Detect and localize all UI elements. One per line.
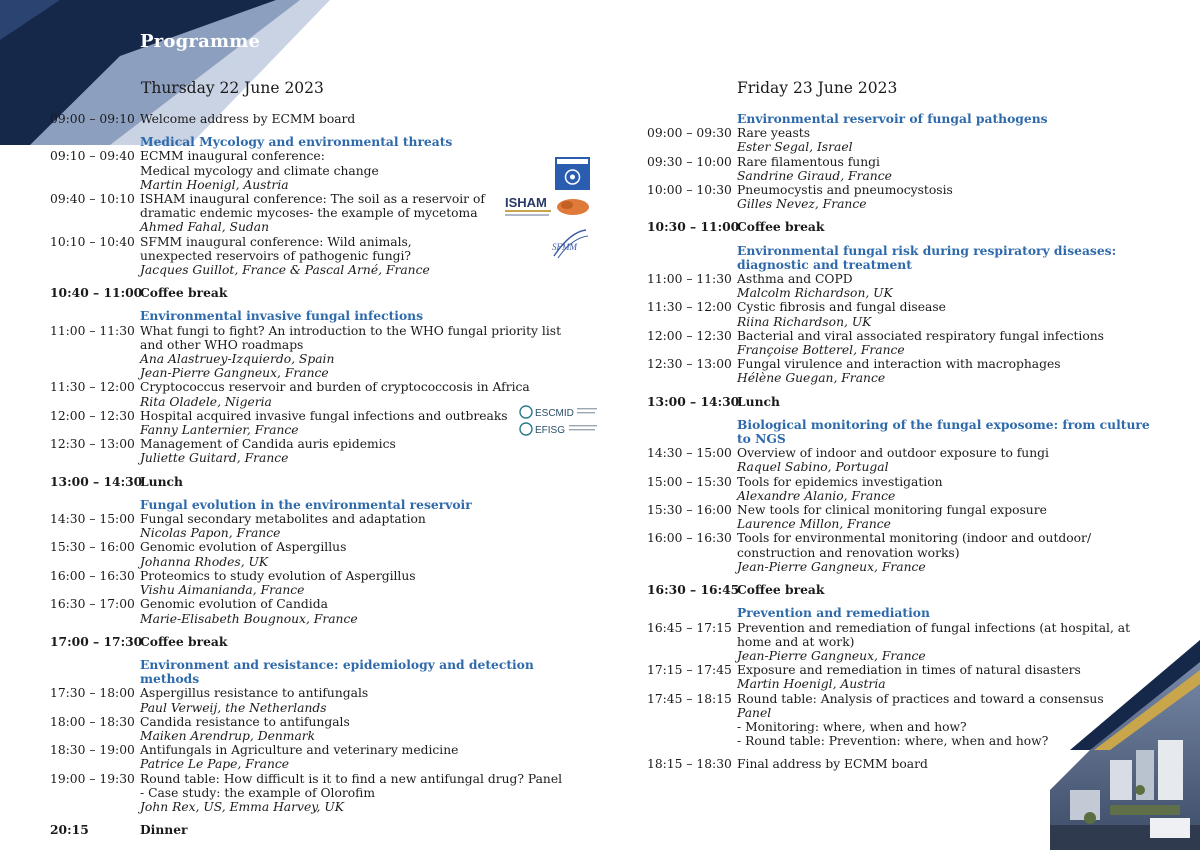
session-title: Rare yeasts (737, 126, 811, 141)
session-title: SFMM inaugural conference: Wild animals, (140, 234, 412, 249)
session-speaker: Juliette Guitard, France (140, 451, 289, 466)
session-title: dramatic endemic mycoses- the example of mycetoma (140, 206, 478, 221)
session-content (737, 300, 1167, 328)
session-content (737, 621, 1167, 664)
session-speaker: Maiken Arendrup, Denmark (140, 728, 316, 743)
session-time: 10:30 – 11:00 (647, 219, 740, 235)
session-speaker: Gilles Nevez, France (737, 197, 867, 212)
session-time: 20:15 (50, 822, 89, 838)
session-title: ECMM inaugural conference: (140, 149, 325, 164)
session-time: 18:00 – 18:30 (50, 714, 135, 729)
session-title: Coffee break (140, 633, 228, 649)
session-speaker: Ester Segal, Israel (737, 140, 853, 155)
break-row (50, 475, 570, 489)
day-title-thursday: Thursday 22 June 2023 (141, 79, 324, 97)
session-row (50, 569, 570, 597)
session-title: Welcome address by ECMM board (140, 112, 356, 126)
session-time: 16:45 – 17:15 (647, 620, 732, 635)
session-title: Proteomics to study evolution of Aspergillus (140, 568, 416, 583)
session-time: 16:30 – 17:00 (50, 597, 135, 612)
break-row (647, 583, 1167, 597)
section-heading: Environmental fungal risk during respiratory diseases: (737, 242, 1117, 258)
session-title: Lunch (737, 393, 780, 409)
session-title: Fungal virulence and interaction with macrophages (737, 357, 1061, 372)
session-content (140, 112, 570, 126)
session-time: 17:45 – 18:15 (647, 691, 732, 706)
session-note: - Round table: Prevention: where, when and how? (737, 734, 1049, 749)
session-speaker: Rita Oladele, Nigeria (140, 394, 272, 409)
section-heading: Biological monitoring of the fungal exposome: from culture to NGS (737, 416, 1150, 447)
session-content (140, 380, 570, 408)
session-speaker: Vishu Aimanianda, France (140, 583, 305, 598)
session-row (50, 597, 570, 625)
session-row (647, 503, 1167, 531)
session-title: Dinner (140, 822, 188, 838)
session-content (737, 446, 1167, 474)
session-row (647, 357, 1167, 385)
session-title: Coffee break (737, 219, 825, 235)
session-content (140, 149, 570, 192)
session-time: 16:30 – 16:45 (647, 582, 740, 598)
session-content (737, 272, 1167, 300)
session-time: 09:10 – 09:40 (50, 149, 135, 164)
section-heading: Fungal evolution in the environmental reservoir (140, 496, 472, 512)
session-speaker: Paul Verweij, the Netherlands (140, 700, 327, 715)
session-speaker: Malcolm Richardson, UK (737, 286, 893, 301)
session-time: 09:00 – 09:30 (647, 126, 732, 141)
session-title: Round table: How difficult is it to find a new antifungal drug? Panel (140, 771, 563, 786)
session-row (50, 715, 570, 743)
session-row (647, 531, 1167, 574)
session-title: Candida resistance to antifungals (140, 714, 350, 729)
session-content (140, 475, 570, 489)
session-row (647, 300, 1167, 328)
session-speaker: Panel (737, 705, 772, 720)
session-row (50, 235, 570, 278)
session-content (140, 540, 570, 568)
session-speaker: Raquel Sabino, Portugal (737, 460, 889, 475)
schedule-friday (647, 112, 1167, 772)
session-content (140, 823, 570, 837)
session-content (737, 395, 1167, 409)
session-time: 17:15 – 17:45 (647, 663, 732, 678)
session-title: - Case study: the example of Olorofim (140, 785, 376, 800)
session-content (737, 583, 1167, 597)
session-title: Coffee break (737, 582, 825, 598)
session-row (50, 686, 570, 714)
session-time: 17:00 – 17:30 (50, 633, 143, 649)
session-row (647, 155, 1167, 183)
session-time: 17:30 – 18:00 (50, 686, 135, 701)
session-content (140, 686, 570, 714)
session-title: ISHAM inaugural conference: The soil as a reservoir of (140, 192, 485, 207)
session-speaker: Martin Hoenigl, Austria (140, 177, 289, 192)
session-title: What fungi to fight? An introduction to the WHO fungal priority list (140, 323, 562, 338)
session-content (140, 324, 570, 381)
session-row (647, 126, 1167, 154)
session-speaker: Marie-Elisabeth Bougnoux, France (140, 611, 358, 626)
session-row (50, 743, 570, 771)
section-heading: Medical Mycology and environmental threats (140, 134, 453, 150)
session-title: Genomic evolution of Candida (140, 597, 328, 612)
session-title: Final address by ECMM board (737, 757, 928, 772)
session-speaker: Jean-Pierre Gangneux, France (737, 559, 926, 574)
session-time: 10:40 – 11:00 (50, 285, 143, 301)
session-content (140, 772, 570, 815)
session-speaker: Martin Hoenigl, Austria (737, 677, 886, 692)
session-time: 13:00 – 14:30 (647, 393, 740, 409)
efisg-logo-text: EFISG (535, 425, 566, 436)
section-heading: Prevention and remediation (737, 605, 930, 621)
page-title: Programme (140, 31, 261, 52)
session-time: 19:00 – 19:30 (50, 771, 135, 786)
session-content (140, 569, 570, 597)
session-content (140, 286, 570, 300)
session-row (50, 149, 570, 192)
session-content (737, 475, 1167, 503)
session-row (647, 329, 1167, 357)
session-time: 12:00 – 12:30 (50, 408, 135, 423)
day-title-friday: Friday 23 June 2023 (737, 79, 898, 97)
session-title: Tools for environmental monitoring (indoor and outdoor/ (737, 531, 1092, 546)
break-row (647, 395, 1167, 409)
session-speaker: John Rex, US, Emma Harvey, UK (140, 799, 344, 814)
session-content (737, 531, 1167, 574)
session-time: 15:00 – 15:30 (647, 474, 732, 489)
section-heading: Environment and resistance: epidemiology and detection methods (140, 656, 534, 687)
session-speaker: Nicolas Papon, France (140, 526, 281, 541)
session-speaker: Ahmed Fahal, Sudan (140, 220, 270, 235)
session-time: 11:00 – 11:30 (647, 272, 732, 287)
session-title: Exposure and remediation in times of natural disasters (737, 663, 1081, 678)
session-row (50, 380, 570, 408)
session-title: Antifungals in Agriculture and veterinary medicine (140, 743, 459, 758)
session-row (647, 272, 1167, 300)
session-title: Management of Candida auris epidemics (140, 437, 396, 452)
session-title: New tools for clinical monitoring fungal exposure (737, 503, 1047, 518)
break-row (50, 635, 570, 649)
session-title: Genomic evolution of Aspergillus (140, 540, 347, 555)
session-time: 15:30 – 16:00 (647, 503, 732, 518)
session-content (140, 437, 570, 465)
session-row (647, 692, 1167, 749)
session-content (737, 757, 1167, 771)
session-title: Tools for epidemics investigation (737, 474, 943, 489)
session-row (50, 772, 570, 815)
session-time: 12:30 – 13:00 (50, 437, 135, 452)
session-content (737, 692, 1167, 749)
session-row (647, 621, 1167, 664)
session-title: Asthma and COPD (737, 272, 853, 287)
session-title: Pneumocystis and pneumocystosis (737, 183, 953, 198)
session-speaker: Fanny Lanternier, France (140, 423, 299, 438)
session-row (647, 446, 1167, 474)
session-row (50, 437, 570, 465)
session-row (50, 324, 570, 381)
session-note: - Monitoring: where, when and how? (737, 719, 967, 734)
session-title: unexpected reservoirs of pathogenic fungi? (140, 248, 412, 263)
session-title: Coffee break (140, 285, 228, 301)
session-title: Medical mycology and climate change (140, 163, 379, 178)
session-time: 11:30 – 12:00 (50, 380, 135, 395)
session-title: construction and renovation works) (737, 545, 960, 560)
session-title: Bacterial and viral associated respiratory fungal infections (737, 328, 1104, 343)
session-content (140, 235, 570, 278)
session-time: 11:00 – 11:30 (50, 323, 135, 338)
session-content (737, 663, 1167, 691)
session-time: 16:00 – 16:30 (50, 568, 135, 583)
break-row (50, 823, 570, 837)
session-speaker: Riina Richardson, UK (737, 314, 872, 329)
session-title: Fungal secondary metabolites and adaptation (140, 512, 426, 527)
session-time: 10:10 – 10:40 (50, 234, 135, 249)
session-time: 12:00 – 12:30 (647, 328, 732, 343)
isham-logo-text: ISHAM (505, 195, 547, 210)
session-time: 09:00 – 09:10 (50, 112, 135, 126)
session-row (647, 663, 1167, 691)
session-time: 13:00 – 14:30 (50, 473, 143, 489)
spacer (50, 814, 570, 823)
session-time: 14:30 – 15:00 (647, 446, 732, 461)
session-time: 16:00 – 16:30 (647, 531, 732, 546)
session-title: and other WHO roadmaps (140, 337, 304, 352)
break-row (50, 286, 570, 300)
session-time: 09:30 – 10:00 (647, 154, 732, 169)
spacer (647, 748, 1167, 757)
session-speaker: Laurence Millon, France (737, 517, 891, 532)
session-speaker: Jean-Pierre Gangneux, France (737, 648, 926, 663)
session-speaker: Jean-Pierre Gangneux, France (140, 366, 329, 381)
session-row (50, 512, 570, 540)
section-heading: Environmental invasive fungal infections (140, 308, 424, 324)
break-row (647, 220, 1167, 234)
session-speaker: Alexandre Alanio, France (737, 488, 896, 503)
session-title: Cryptococcus reservoir and burden of cryptococcosis in Africa (140, 380, 530, 395)
session-content (140, 512, 570, 540)
session-time: 12:30 – 13:00 (647, 357, 732, 372)
session-title: Lunch (140, 473, 183, 489)
session-content (737, 220, 1167, 234)
session-title: Rare filamentous fungi (737, 154, 880, 169)
session-content (737, 155, 1167, 183)
session-content (140, 743, 570, 771)
schedule-thursday (50, 112, 570, 837)
session-row (50, 409, 570, 437)
session-row (50, 540, 570, 568)
session-speaker: Patrice Le Pape, France (140, 757, 290, 772)
session-title: Hospital acquired invasive fungal infections and outbreaks (140, 408, 508, 423)
session-time: 15:30 – 16:00 (50, 540, 135, 555)
session-speaker: Hélène Guegan, France (737, 371, 886, 386)
session-title: home and at work) (737, 634, 855, 649)
session-content (140, 597, 570, 625)
session-content (737, 357, 1167, 385)
session-time: 10:00 – 10:30 (647, 183, 732, 198)
section-heading: Environmental reservoir of fungal pathogens (737, 111, 1048, 126)
session-content (737, 183, 1167, 211)
session-content (140, 409, 570, 437)
session-speaker: Ana Alastruey-Izquierdo, Spain (140, 352, 335, 367)
session-content (737, 126, 1167, 154)
session-time: 09:40 – 10:10 (50, 192, 135, 207)
session-row (647, 475, 1167, 503)
session-title: Overview of indoor and outdoor exposure to fungi (737, 446, 1049, 461)
sfmm-logo-text: SFMM (552, 242, 577, 252)
session-title: Prevention and remediation of fungal infections (at hospital, at (737, 620, 1131, 635)
session-time: 11:30 – 12:00 (647, 300, 732, 315)
session-title: Cystic fibrosis and fungal disease (737, 300, 946, 315)
escmid-logo-text: ESCMID (535, 408, 574, 419)
session-content (737, 329, 1167, 357)
session-speaker: Françoise Botterel, France (737, 343, 905, 358)
session-row (50, 112, 570, 126)
session-content (140, 635, 570, 649)
session-speaker: Sandrine Giraud, France (737, 168, 892, 183)
session-speaker: Jacques Guillot, France & Pascal Arné, France (140, 263, 430, 278)
session-speaker: Johanna Rhodes, UK (140, 554, 269, 569)
session-content (140, 715, 570, 743)
section-heading: diagnostic and treatment (737, 256, 912, 272)
session-row (647, 183, 1167, 211)
session-title: Aspergillus resistance to antifungals (140, 686, 369, 701)
session-content (140, 192, 570, 235)
session-time: 18:30 – 19:00 (50, 743, 135, 758)
session-content (737, 503, 1167, 531)
session-title: Round table: Analysis of practices and toward a consensus (737, 691, 1104, 706)
session-time: 14:30 – 15:00 (50, 512, 135, 527)
session-time: 18:15 – 18:30 (647, 757, 732, 772)
session-row (647, 757, 1167, 771)
session-row (50, 192, 570, 235)
